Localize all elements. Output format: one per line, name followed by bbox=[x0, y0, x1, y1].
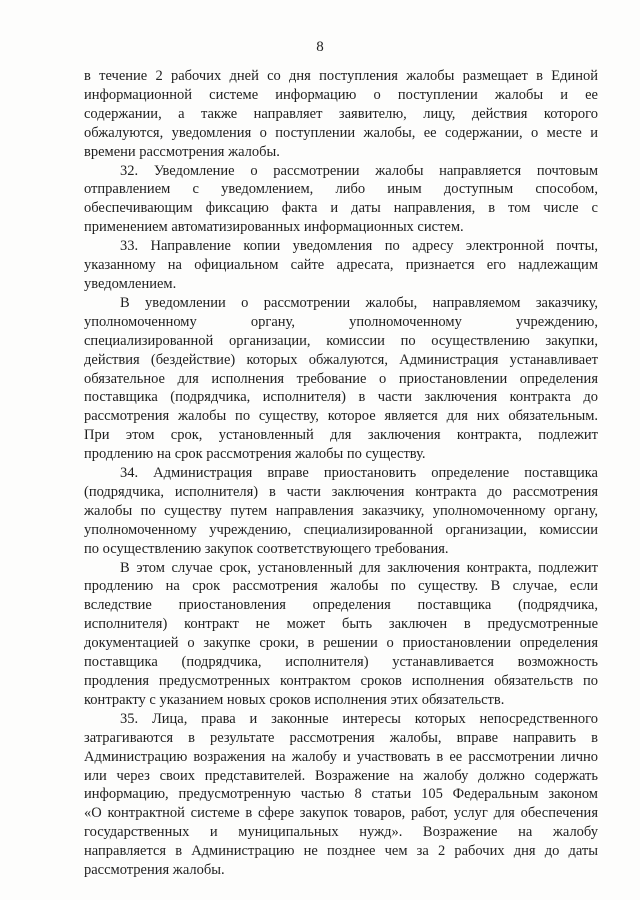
text-line: затрагиваются в результате рассмотрения жалобы, вправе направить в bbox=[84, 729, 598, 746]
text-line: рассмотрения жалобы по существу, которое является для них обязательным. bbox=[84, 408, 598, 425]
text-line: рассмотрения жалобы. bbox=[84, 862, 225, 879]
text-line: специализированной организации, комиссии по осуществлению закупки, bbox=[84, 332, 598, 349]
text-line: в течение 2 рабочих дней со дня поступления жалобы размещает в Единой bbox=[84, 68, 598, 84]
text-line: В уведомлении о рассмотрении жалобы, направляемом заказчику, bbox=[120, 294, 598, 311]
text-line: информацию, предусмотренную частью 8 статьи 105 Федеральным законом bbox=[84, 786, 598, 803]
page-number: 8 bbox=[316, 39, 324, 55]
document-body bbox=[84, 67, 598, 880]
paragraph-p33 bbox=[84, 237, 598, 294]
text-line: по осуществлению закупок соответствующего требования. bbox=[84, 540, 449, 557]
paragraph-p33-notice bbox=[84, 294, 598, 464]
text-line: исполнителя) контракт не может быть заключен в предусмотренные bbox=[84, 616, 598, 633]
text-line: документацией о закупке сроки, в решении о приостановлении определения bbox=[84, 635, 598, 652]
text-line: информационной системе информацию о поступлении жалобы и ее bbox=[84, 86, 598, 103]
text-line: (подрядчика, исполнителя) в части заключения контракта до рассмотрения bbox=[84, 483, 598, 500]
text-line: указанному на официальном сайте адресата, признается его надлежащим bbox=[84, 257, 598, 274]
text-line: поставщика (подрядчика, исполнителя) в части заключения контракта до bbox=[84, 389, 598, 406]
text-line: действия (бездействие) которых обжалуются, Администрация устанавливает bbox=[84, 351, 598, 368]
paragraph-p34-case bbox=[84, 559, 598, 710]
text-line: уведомлением. bbox=[84, 275, 177, 292]
text-line: применением автоматизированных информационных систем. bbox=[84, 219, 464, 236]
paragraph-p34 bbox=[84, 464, 598, 559]
text-line: При этом срок, установленный для заключения контракта, подлежит bbox=[84, 427, 598, 444]
text-line: 34. Администрация вправе приостановить определение поставщика bbox=[120, 465, 598, 482]
text-line: или через своих представителей. Возражение на жалобу должно содержать bbox=[84, 767, 598, 784]
text-line: поставщика (подрядчика, исполнителя) устанавливается возможность bbox=[84, 654, 598, 671]
text-line: 32. Уведомление о рассмотрении жалобы направляется почтовым bbox=[120, 162, 598, 179]
text-line: уполномоченному учреждению, специализированной организации, комиссии bbox=[84, 521, 598, 538]
text-line: продлению на срок рассмотрения жалобы по существу. В случае, если bbox=[84, 578, 598, 595]
text-line: 35. Лица, права и законные интересы которых непосредственного bbox=[120, 710, 598, 727]
text-line: контракту с указанием новых сроков исполнения этих обязательств. bbox=[84, 691, 505, 708]
paragraph-p35 bbox=[84, 710, 598, 880]
text-line: отправлением с уведомлением, либо иным доступным способом, bbox=[84, 181, 598, 198]
text-line: направляется в Администрацию не позднее чем за 2 рабочих дня до даты bbox=[84, 843, 598, 860]
text-line: Администрацию возражения на жалобу и участвовать в ее рассмотрении лично bbox=[84, 748, 598, 765]
paragraph-p32 bbox=[84, 162, 598, 238]
text-line: продлению на срок рассмотрения жалобы по существу. bbox=[84, 446, 426, 463]
text-line: обеспечивающим фиксацию факта и даты направления, в том числе с bbox=[84, 200, 598, 217]
text-line: обязательное для исполнения требование о приостановлении определения bbox=[84, 370, 598, 387]
text-line: продления предусмотренных контрактом сроков исполнения обязательств по bbox=[84, 673, 598, 689]
text-line: жалобы по существу путем направления заказчику, уполномоченному органу, bbox=[84, 502, 598, 519]
text-line: вследствие приостановления определения поставщика (подрядчика, bbox=[84, 597, 598, 614]
text-line: обжалуются, уведомления о поступлении жалобы, ее содержании, о месте и bbox=[84, 124, 598, 141]
text-line: времени рассмотрения жалобы. bbox=[84, 143, 280, 160]
text-line: содержании, а также направляет заявителю, лицу, действия которого bbox=[84, 105, 598, 122]
text-line: уполномоченному органу, уполномоченному учреждению, bbox=[84, 313, 598, 330]
text-line: 33. Направление копии уведомления по адресу электронной почты, bbox=[120, 238, 598, 255]
text-line: «О контрактной системе в сфере закупок товаров, работ, услуг для обеспечения bbox=[84, 805, 598, 822]
paragraph-p31-cont bbox=[84, 67, 598, 162]
text-line: В этом случае срок, установленный для заключения контракта, подлежит bbox=[120, 559, 598, 576]
text-line: государственных и муниципальных нужд». Возражение на жалобу bbox=[84, 824, 598, 841]
